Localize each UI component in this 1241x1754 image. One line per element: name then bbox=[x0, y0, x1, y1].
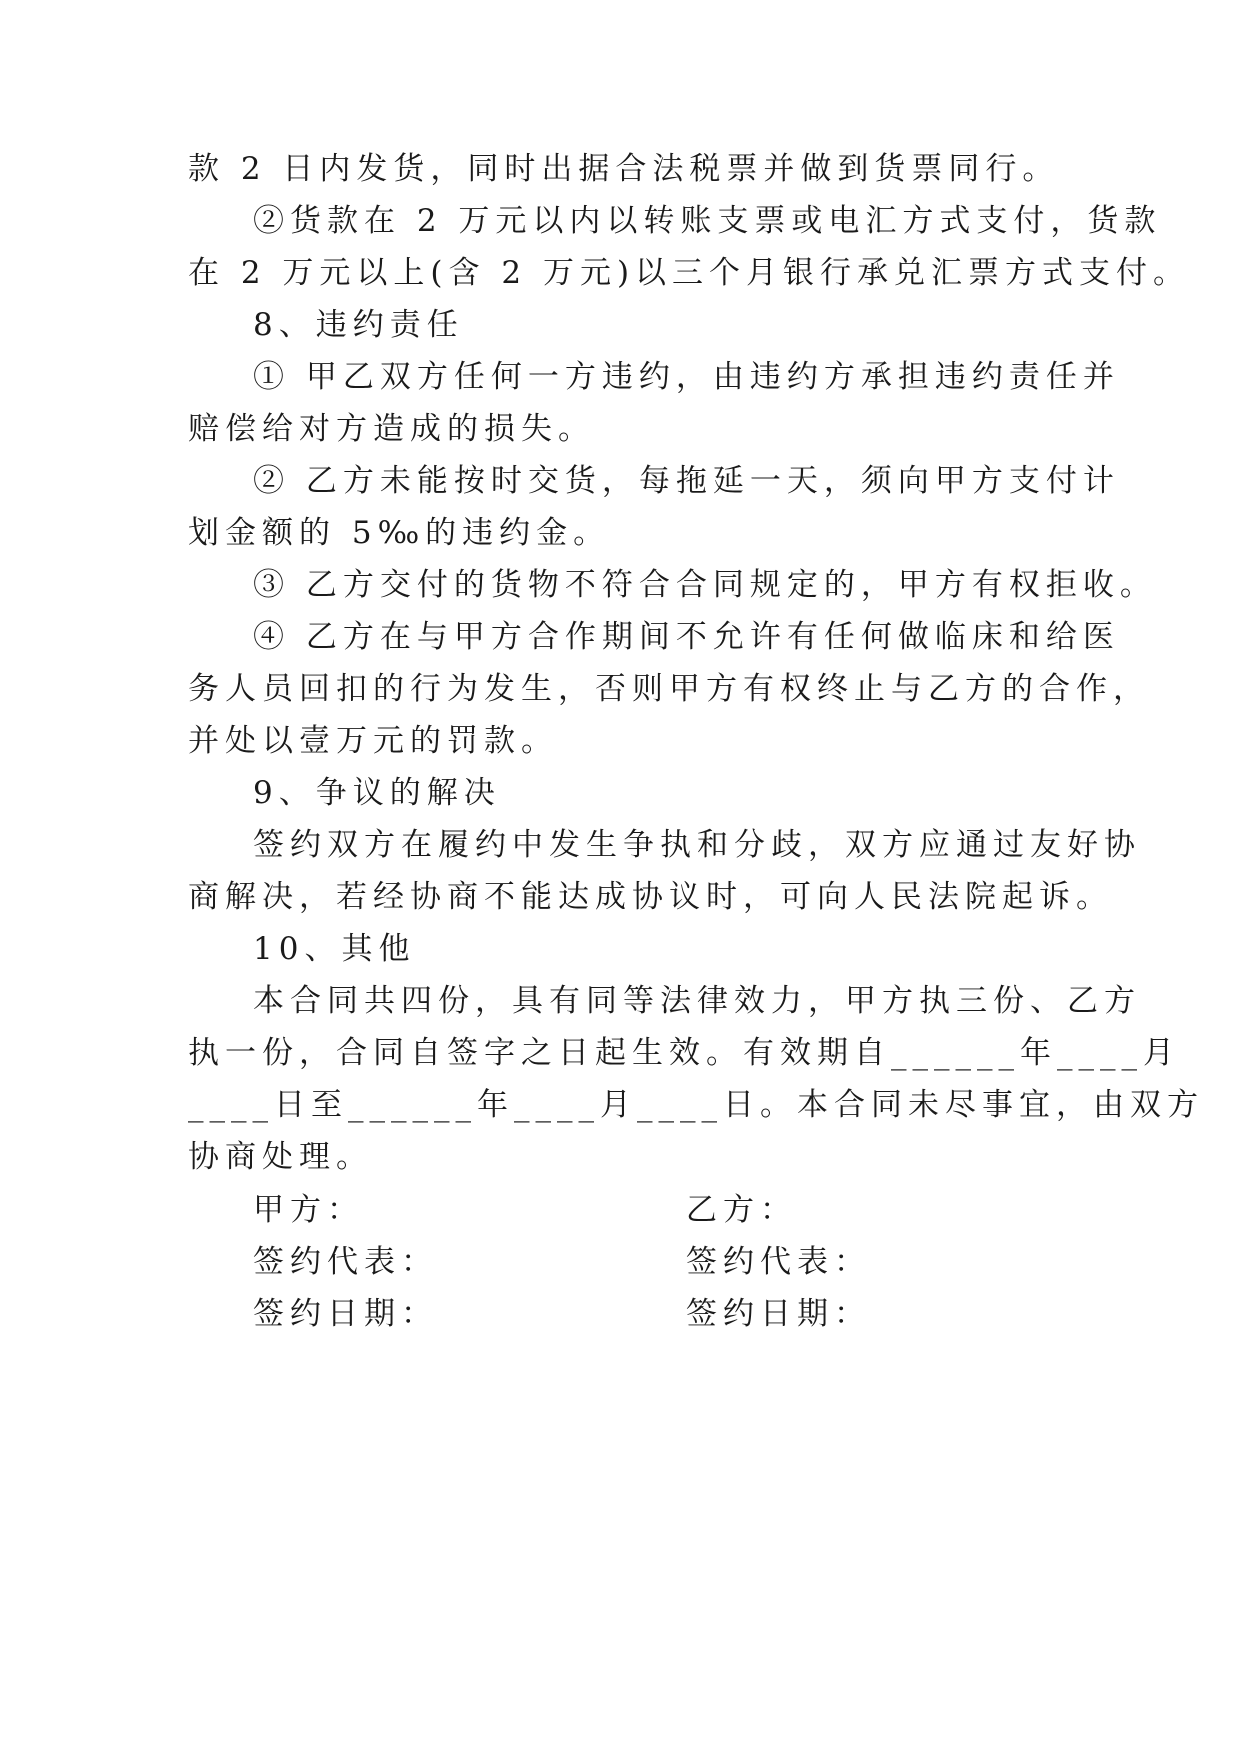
payment-clause-2-line: ②货款在 2 万元以内以转账支票或电汇方式支付，货款 bbox=[253, 203, 1162, 239]
party-a-representative-label: 签约代表： bbox=[253, 1244, 438, 1280]
paragraph-line: 在 2 万元以上(含 2 万元)以三个月银行承兑汇票方式支付。 bbox=[188, 255, 1191, 291]
party-a-sign-date-label: 签约日期： bbox=[253, 1296, 438, 1332]
breach-clause-2-line: ② 乙方未能按时交货，每拖延一天，须向甲方支付计 bbox=[253, 463, 1120, 499]
other-clause-line: 本合同共四份，具有同等法律效力，甲方执三份、乙方 bbox=[253, 983, 1141, 1019]
paragraph-line: 赔偿给对方造成的损失。 bbox=[188, 411, 595, 447]
section-heading-dispute: 9、争议的解决 bbox=[253, 775, 501, 811]
breach-clause-3-line: ③ 乙方交付的货物不符合合同规定的，甲方有权拒收。 bbox=[253, 567, 1157, 603]
section-heading-breach: 8、违约责任 bbox=[253, 307, 464, 343]
paragraph-line: 划金额的 5‰的违约金。 bbox=[188, 515, 611, 551]
section-heading-other: 10、其他 bbox=[253, 931, 416, 967]
party-b-representative-label: 签约代表： bbox=[686, 1244, 871, 1280]
dispute-clause-line: 签约双方在履约中发生争执和分歧，双方应通过友好协 bbox=[253, 827, 1141, 863]
party-b-sign-date-label: 签约日期： bbox=[686, 1296, 871, 1332]
validity-period-line: 执一份，合同自签字之日起生效。有效期自______年____月 bbox=[188, 1035, 1180, 1071]
paragraph-line: 务人员回扣的行为发生，否则甲方有权终止与乙方的合作， bbox=[188, 671, 1150, 707]
paragraph-line: 并处以壹万元的罚款。 bbox=[188, 723, 558, 759]
breach-clause-1-line: ① 甲乙双方任何一方违约，由违约方承担违约责任并 bbox=[253, 359, 1120, 395]
breach-clause-4-line: ④ 乙方在与甲方合作期间不允许有任何做临床和给医 bbox=[253, 619, 1120, 655]
validity-period-line: ____日至______年____月____日。本合同未尽事宜，由双方 bbox=[188, 1087, 1204, 1123]
paragraph-line: 款 2 日内发货，同时出据合法税票并做到货票同行。 bbox=[188, 151, 1060, 187]
paragraph-line: 商解决，若经协商不能达成协议时，可向人民法院起诉。 bbox=[188, 879, 1113, 915]
paragraph-line: 协商处理。 bbox=[188, 1139, 373, 1175]
party-a-label: 甲方： bbox=[253, 1192, 364, 1228]
party-b-label: 乙方： bbox=[686, 1192, 797, 1228]
